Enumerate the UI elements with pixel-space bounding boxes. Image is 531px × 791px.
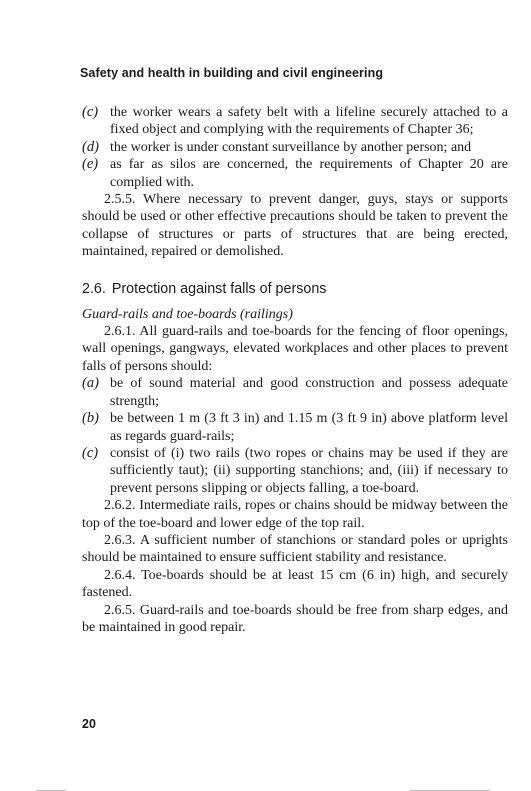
item-label: (c) bbox=[82, 104, 99, 120]
subheading: Guard-rails and toe-boards (railings) bbox=[82, 306, 293, 322]
section-title: Protection against falls of persons bbox=[111, 280, 327, 297]
list-item-d bbox=[82, 139, 508, 156]
item-text: be of sound material and good construction and possess adequate strength; bbox=[110, 376, 508, 409]
paragraph-2-6-3: 2.6.3. A sufficient number of stanchions or standard poles or uprights should be maintained to ensure sufficient stability and resistance. bbox=[82, 532, 508, 566]
section-heading bbox=[82, 280, 508, 298]
page-body bbox=[82, 104, 508, 636]
paragraph-2-6-1: 2.6.1. All guard-rails and toe-boards for the fencing of floor openings, wall openings, gangways, elevated workplaces and other places to prevent falls of persons should: bbox=[82, 324, 508, 374]
item-text: the worker wears a safety belt with a lifeline securely attached to a fixed object and complying with the requirements of Chapter 36; bbox=[110, 105, 508, 138]
paragraph-2-6-4: 2.6.4. Toe-boards should be at least 15 cm (6 in) high, and securely fastened. bbox=[82, 567, 508, 601]
paragraph-2-6-5: 2.6.5. Guard-rails and toe-boards should be free from sharp edges, and be maintained in good repair. bbox=[82, 602, 508, 635]
item-label: (b) bbox=[82, 410, 99, 427]
paragraph-2-6-2: 2.6.2. Intermediate rails, ropes or chains should be midway between the top of the toe-board and lower edge of the top rail. bbox=[82, 498, 508, 531]
list-item-a bbox=[82, 375, 508, 410]
item-text: consist of (i) two rails (two ropes or chains may be used if they are sufficiently taut); (ii) supporting stanchions; and, (iii) if necessary to prevent persons slipping or objects falling, a toe-board. bbox=[110, 445, 508, 496]
list-item-c-railings bbox=[82, 445, 508, 497]
item-label: (c) bbox=[82, 444, 99, 461]
list-item-b bbox=[82, 410, 508, 445]
paragraph-2-5-5: 2.5.5. Where necessary to prevent danger, guys, stays or supports should be used or other effective precautions should be taken to prevent the collapse of structures or parts of structures that are being erected, maintained, repaired or demolished. bbox=[82, 192, 508, 260]
section-number: 2.6. bbox=[82, 280, 106, 297]
item-text: the worker is under constant surveillance by another person; and bbox=[110, 139, 472, 155]
item-label: (a) bbox=[82, 375, 99, 392]
list-item-e bbox=[82, 156, 508, 191]
item-text: as far as silos are concerned, the requirements of Chapter 20 are complied with. bbox=[110, 157, 508, 190]
running-head: Safety and health in building and civil engineering bbox=[80, 66, 384, 80]
item-text: be between 1 m (3 ft 3 in) and 1.15 m (3 ft 9 in) above platform level as regards guard-rails; bbox=[110, 411, 508, 444]
item-label: (e) bbox=[82, 156, 99, 173]
page-number: 20 bbox=[82, 717, 96, 731]
list-item-c bbox=[82, 104, 508, 139]
item-label: (d) bbox=[82, 138, 99, 155]
